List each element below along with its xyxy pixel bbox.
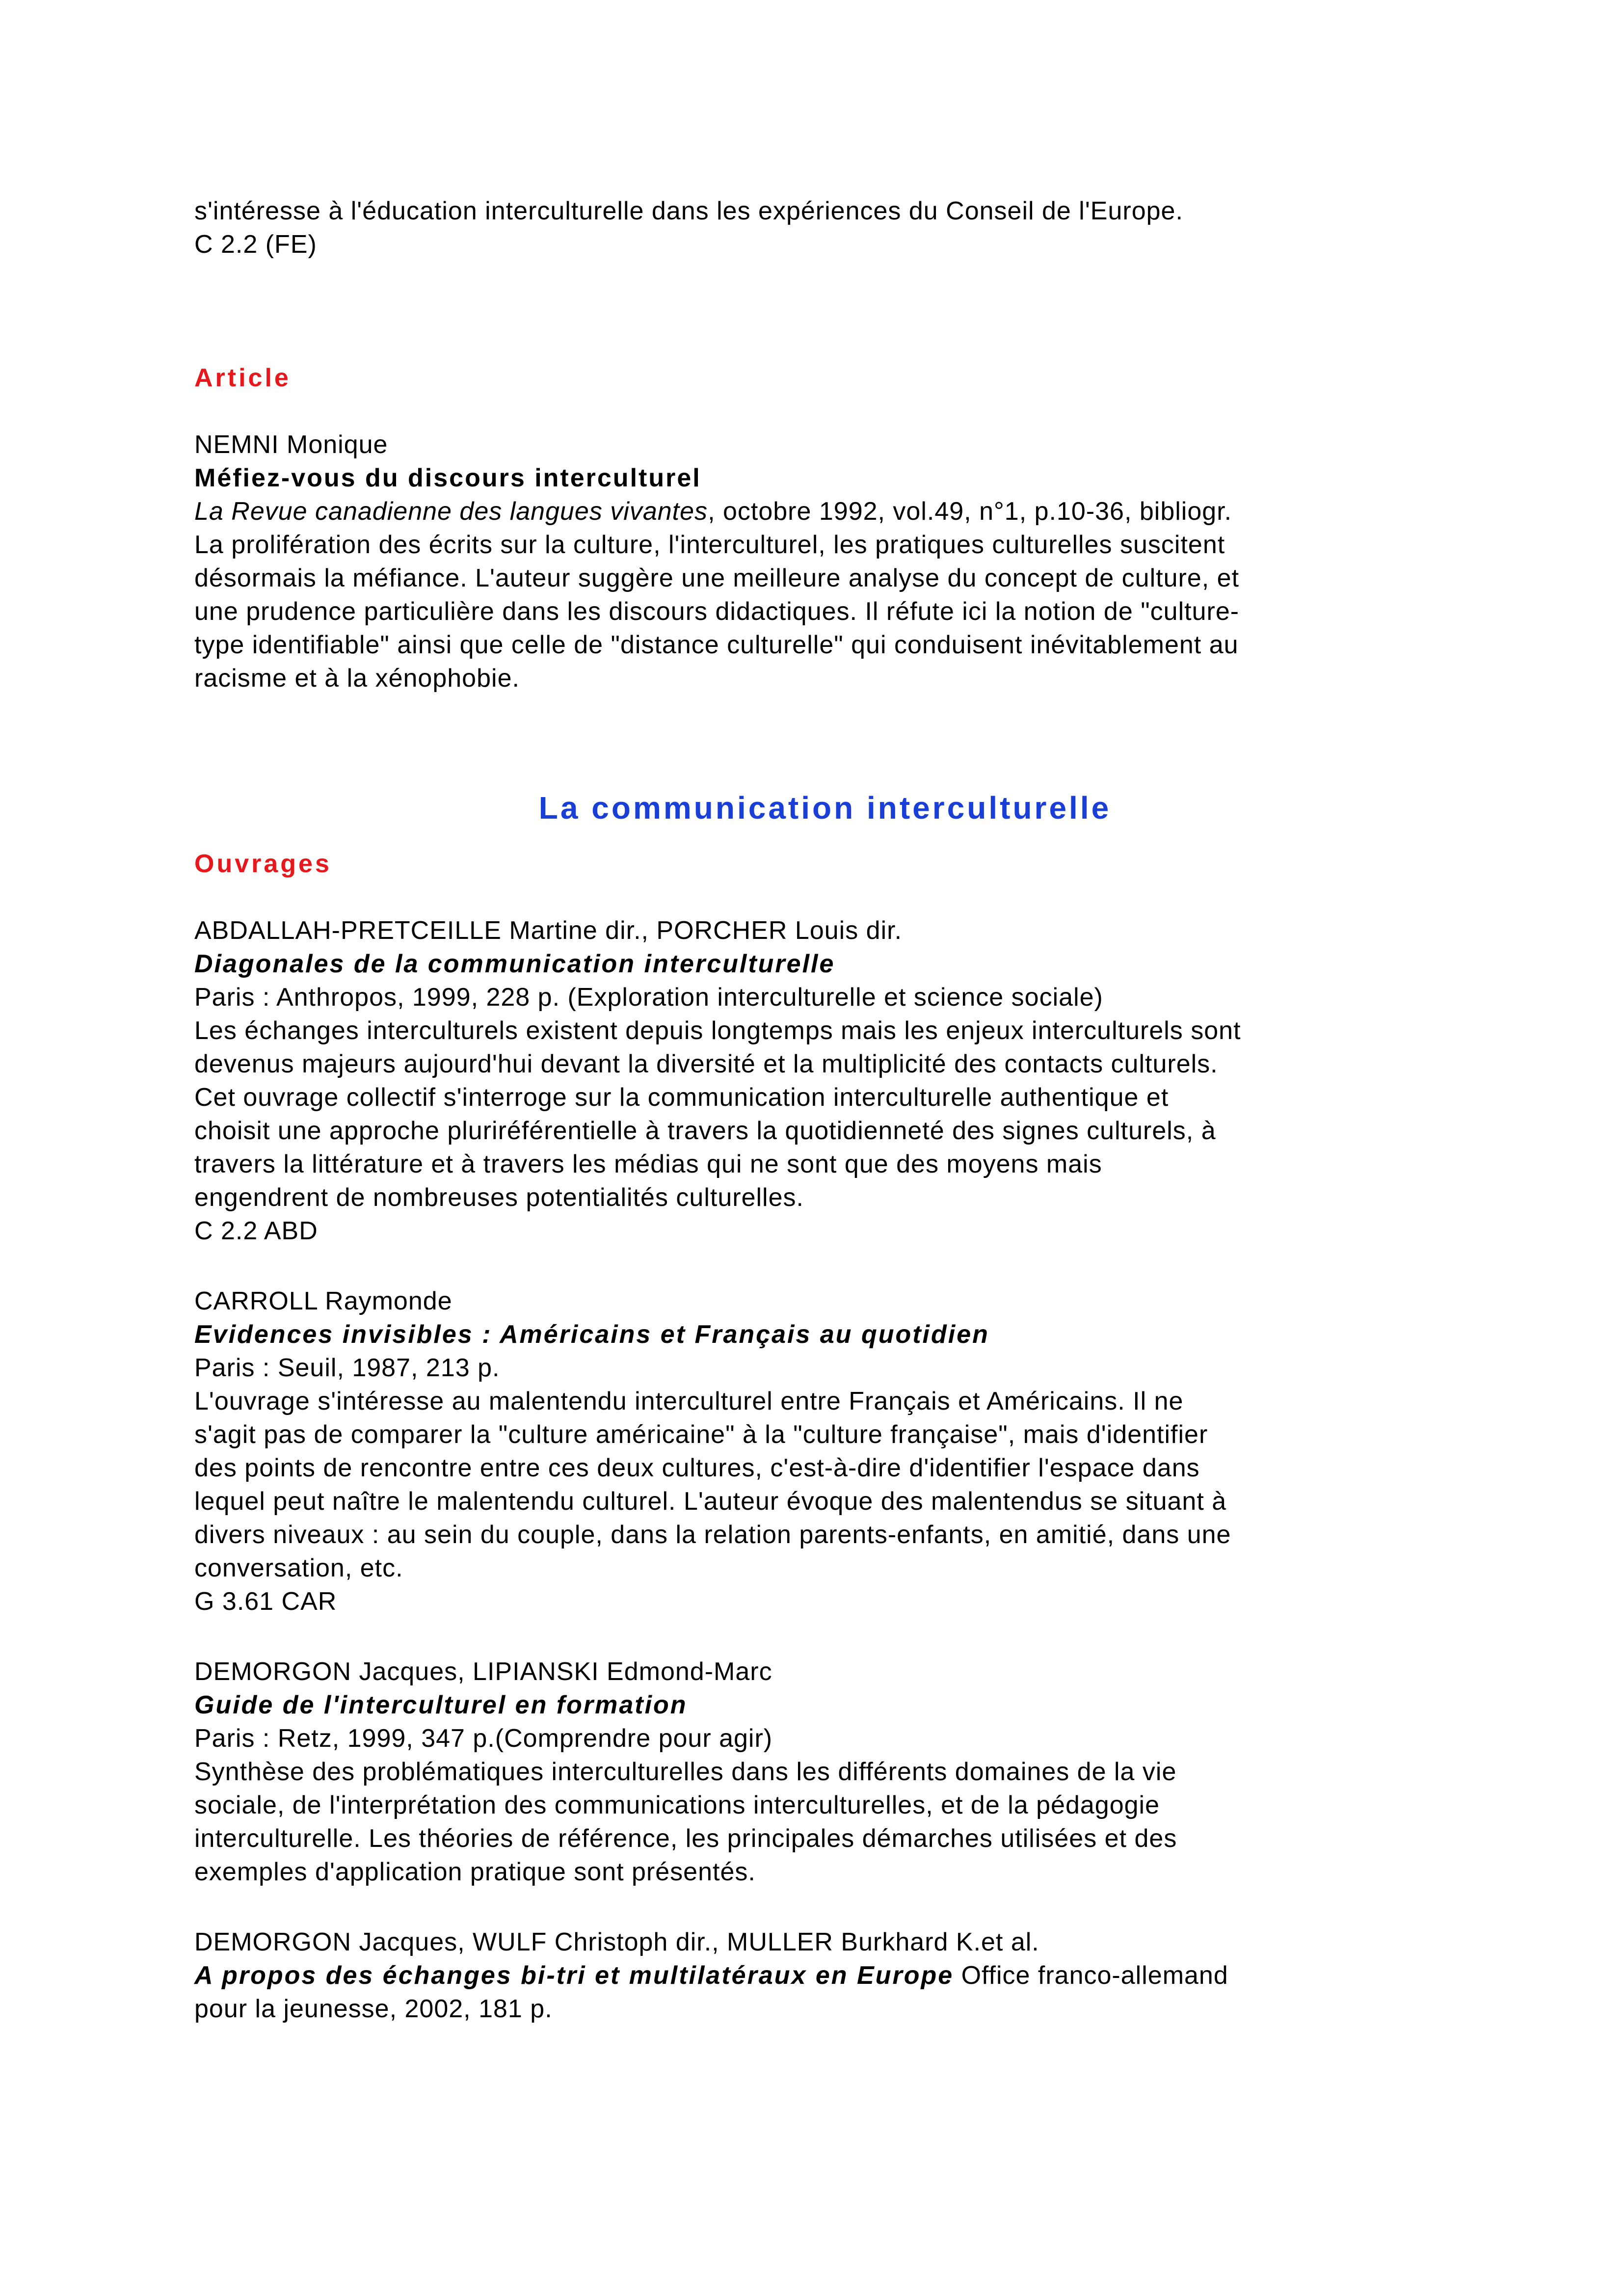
- summary-line: divers niveaux : au sein du couple, dans la relation parents-enfants, en amitié, dans une: [194, 1521, 1231, 1549]
- summary-line: type identifiable" ainsi que celle de "distance culturelle" qui conduisent inévitablement au: [194, 631, 1239, 659]
- ouvrages-label: Ouvrages: [194, 850, 332, 878]
- summary-line: Cet ouvrage collectif s'interroge sur la communication interculturelle authentique et: [194, 1083, 1169, 1112]
- entry-author: DEMORGON Jacques, WULF Christoph dir., MULLER Burkhard K.et al.: [194, 1928, 1039, 1956]
- summary-line: conversation, etc.: [194, 1554, 403, 1582]
- book-entry: [194, 914, 1441, 1248]
- entry-publication: Paris : Retz, 1999, 347 p.(Comprendre pour agir): [194, 1724, 773, 1753]
- summary-line: exemples d'application pratique sont présentés.: [194, 1858, 756, 1886]
- summary-line: s'agit pas de comparer la "culture américaine" à la "culture française", mais d'identifier: [194, 1420, 1208, 1449]
- entry-publication: Paris : Seuil, 1987, 213 p.: [194, 1354, 500, 1382]
- entry-publication-continued: pour la jeunesse, 2002, 181 p.: [194, 1995, 553, 2023]
- entry-author: DEMORGON Jacques, LIPIANSKI Edmond-Marc: [194, 1657, 772, 1686]
- summary-line: devenus majeurs aujourd'hui devant la diversité et la multiplicité des contacts culturels.: [194, 1050, 1218, 1078]
- summary-line: désormais la méfiance. L'auteur suggère une meilleure analyse du concept de culture, et: [194, 564, 1240, 592]
- entry-call-number: C 2.2 ABD: [194, 1217, 318, 1245]
- entry-source: [194, 495, 1441, 528]
- intro-call-number: C 2.2 (FE): [194, 230, 317, 259]
- entry-title: Diagonales de la communication interculturelle: [194, 950, 835, 978]
- book-entry: [194, 1284, 1441, 1618]
- summary-line: une prudence particulière dans les discours didactiques. Il réfute ici la notion de "culture-: [194, 597, 1240, 626]
- entry-title: A propos des échanges bi-tri et multilatéraux en Europe: [194, 1961, 954, 1990]
- summary-line: sociale, de l'interprétation des communications interculturelles, et de la pédagogie: [194, 1791, 1160, 1819]
- journal-name: La Revue canadienne des langues vivantes: [194, 497, 708, 526]
- entry-title-line: [194, 1959, 1441, 1992]
- entry-author: ABDALLAH-PRETCEILLE Martine dir., PORCHER Louis dir.: [194, 916, 903, 945]
- summary-line: lequel peut naître le malentendu culturel. L'auteur évoque des malentendus se situant à: [194, 1487, 1227, 1516]
- article-label: Article: [194, 364, 291, 392]
- intro-text: s'intéresse à l'éducation interculturelle dans les expériences du Conseil de l'Europe.: [194, 197, 1183, 225]
- summary-line: choisit une approche pluriréférentielle à travers la quotidienneté des signes culturels, à: [194, 1117, 1216, 1145]
- summary-line: engendrent de nombreuses potentialités culturelles.: [194, 1183, 804, 1212]
- book-entry: [194, 1925, 1441, 2026]
- book-entry: [194, 1655, 1441, 1889]
- intro-block: [194, 194, 1441, 261]
- summary-line: racisme et à la xénophobie.: [194, 664, 520, 693]
- summary-line: La prolifération des écrits sur la culture, l'interculturel, les pratiques culturelles suscitent: [194, 531, 1225, 559]
- summary-line: Synthèse des problématiques interculturelles dans les différents domaines de la vie: [194, 1758, 1177, 1786]
- document-page: [194, 194, 1441, 2026]
- entry-publication: Paris : Anthropos, 1999, 228 p. (Exploration interculturelle et science sociale): [194, 983, 1103, 1012]
- entry-call-number: G 3.61 CAR: [194, 1587, 337, 1616]
- summary-line: travers la littérature et à travers les médias qui ne sont que des moyens mais: [194, 1150, 1102, 1178]
- entry-title: Evidences invisibles : Américains et Français au quotidien: [194, 1320, 989, 1349]
- entry-title: Méfiez-vous du discours interculturel: [194, 464, 701, 492]
- summary-line: L'ouvrage s'intéresse au malentendu interculturel entre Français et Américains. Il ne: [194, 1387, 1184, 1415]
- article-entry: [194, 428, 1441, 695]
- summary-line: des points de rencontre entre ces deux cultures, c'est-à-dire d'identifier l'espace dans: [194, 1454, 1200, 1482]
- entry-title: Guide de l'interculturel en formation: [194, 1691, 688, 1719]
- entry-publication: Office franco-allemand: [954, 1961, 1228, 1990]
- section-title: La communication interculturelle: [538, 790, 1112, 826]
- summary-line: interculturelle. Les théories de référence, les principales démarches utilisées et des: [194, 1824, 1177, 1853]
- entry-author: CARROLL Raymonde: [194, 1287, 452, 1315]
- summary-line: Les échanges interculturels existent depuis longtemps mais les enjeux interculturels sont: [194, 1016, 1241, 1045]
- entry-author: NEMNI Monique: [194, 430, 388, 459]
- journal-details: , octobre 1992, vol.49, n°1, p.10-36, bibliogr.: [708, 497, 1232, 526]
